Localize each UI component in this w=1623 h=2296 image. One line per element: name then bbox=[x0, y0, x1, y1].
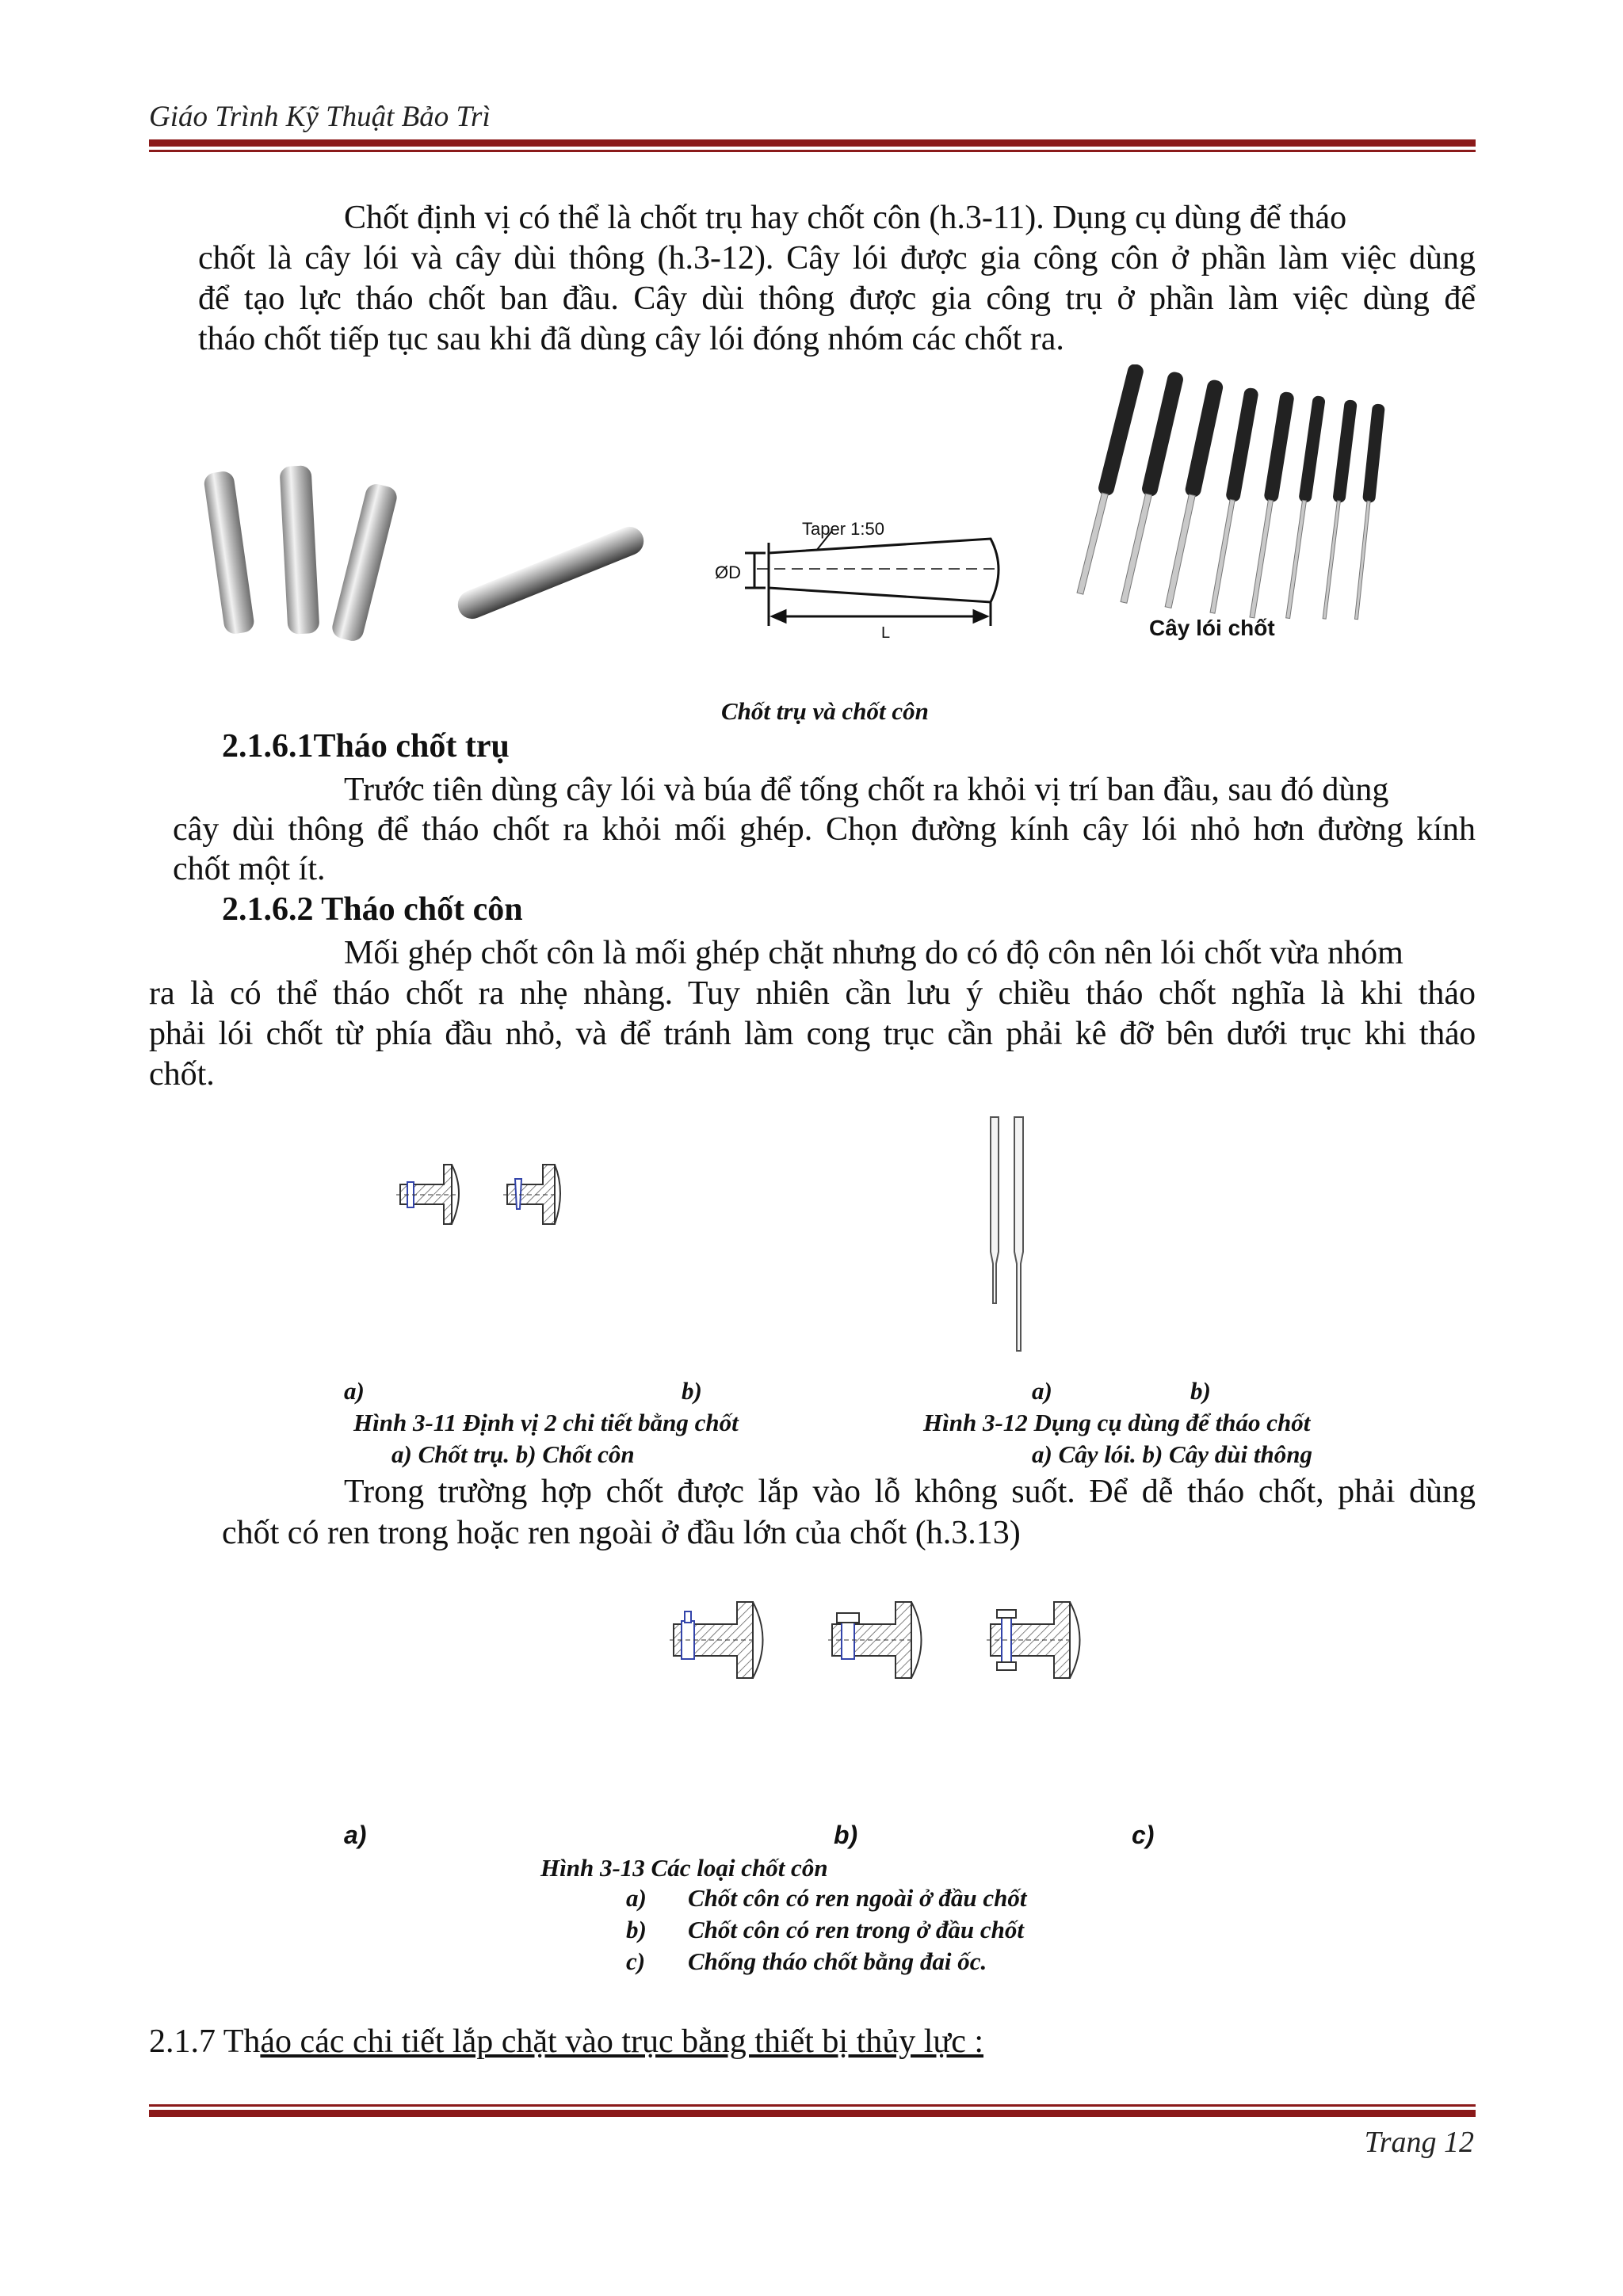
page-number: Trang 12 bbox=[1364, 2126, 1474, 2159]
fig-3-13-item: b) Chốt côn có ren trong ở đầu chốt bbox=[626, 1916, 1025, 1943]
cylinder-pins-photo bbox=[203, 465, 399, 643]
section-heading-2-1-6-1: 2.1.6.1Tháo chốt trụ bbox=[222, 728, 510, 765]
section-2-line-2: ra là có thể tháo chốt ra nhẹ nhàng. Tuy nhiên cần lưu ý chiều tháo chốt nghĩa là khi tháo bbox=[149, 975, 1476, 1012]
header-title: Giáo Trình Kỹ Thuật Bảo Trì bbox=[149, 101, 491, 133]
pins-figure bbox=[190, 364, 1490, 681]
fig-3-12-title: Hình 3-12 Dụng cụ dùng để tháo chốt bbox=[923, 1409, 1311, 1436]
fig-3-13-label-c: c) bbox=[1132, 1821, 1155, 1849]
para-3-line-1: Trong trường hợp chốt được lắp vào lỗ không suốt. Để dễ tháo chốt, phải dùng bbox=[344, 1474, 1476, 1510]
fig-3-11-drawing bbox=[372, 1157, 579, 1252]
section-1-line-3: chốt một ít. bbox=[173, 851, 326, 887]
section-heading-2-1-7: 2.1.7 Tháo các chi tiết lắp chặt vào trục bằng thiết bị thủy lực : bbox=[149, 2023, 984, 2060]
para-3-line-2: chốt có ren trong hoặc ren ngoài ở đầu lớn của chốt (h.3.13) bbox=[222, 1515, 1021, 1551]
header-rule bbox=[149, 139, 1476, 152]
fig-3-11-subtitle: a) Chốt trụ. b) Chốt côn bbox=[391, 1440, 635, 1468]
length-label: L bbox=[881, 624, 891, 642]
fig-3-11b-assembly bbox=[503, 1165, 560, 1224]
section-2-line-4: chốt. bbox=[149, 1056, 215, 1093]
fig-3-13-label-a: a) bbox=[344, 1821, 367, 1849]
section-1-line-1: Trước tiên dùng cây lói và búa để tống chốt ra khỏi vị trí ban đầu, sau đó dùng bbox=[344, 772, 1389, 808]
fig-3-11-label-a: a) bbox=[344, 1377, 365, 1405]
fig-3-13-list bbox=[626, 1884, 1026, 1979]
fig-3-12-label-b: b) bbox=[1190, 1377, 1211, 1405]
rod-photo bbox=[453, 522, 647, 623]
fig-3-13a-pin bbox=[670, 1602, 763, 1678]
diameter-label: ØD bbox=[715, 563, 741, 582]
fig-3-11-label-b: b) bbox=[682, 1377, 702, 1405]
section-2-line-3: phải lói chốt từ phía đầu nhỏ, và để tránh làm cong trục cần phải kê đỡ bên dưới trục khi tháo bbox=[149, 1016, 1476, 1052]
fig-3-12b-drift bbox=[1014, 1117, 1023, 1351]
fig-3-12-drawing bbox=[971, 1113, 1050, 1359]
fig-3-13b-pin bbox=[828, 1602, 922, 1678]
fig-3-13-title: Hình 3-13 Các loại chốt côn bbox=[540, 1854, 828, 1882]
taper-pin-drawing bbox=[745, 531, 999, 626]
fig-3-12a-punch bbox=[991, 1117, 999, 1303]
intro-line-2: chốt là cây lói và cây dùi thông (h.3-12). Cây lói được gia công côn ở phần làm việc dùng bbox=[198, 240, 1476, 277]
section-2-line-1: Mối ghép chốt côn là mối ghép chặt nhưng do có độ côn nên lói chốt vừa nhóm bbox=[344, 935, 1403, 971]
section-heading-2-1-6-2: 2.1.6.2 Tháo chốt côn bbox=[222, 891, 523, 928]
fig-3-12-subtitle: a) Cây lói. b) Cây dùi thông bbox=[1032, 1440, 1312, 1468]
section-1-line-2: cây dùi thông để tháo chốt ra khỏi mối ghép. Chọn đường kính cây lói nhỏ hơn đường kính bbox=[173, 811, 1476, 848]
fig-3-11a-assembly bbox=[396, 1165, 459, 1224]
fig-3-12-label-a: a) bbox=[1032, 1377, 1052, 1405]
fig-3-13-label-b: b) bbox=[834, 1821, 858, 1849]
fig-3-13-item: a) Chốt côn có ren ngoài ở đầu chốt bbox=[626, 1884, 1027, 1912]
punch-label: Cây lói chốt bbox=[1149, 616, 1275, 640]
fig-3-13-item: c) Chống tháo chốt bằng đai ốc. bbox=[626, 1947, 987, 1975]
punch-set-photo bbox=[1072, 364, 1385, 620]
intro-line-3: để tạo lực tháo chốt ban đầu. Cây dùi thông được gia công trụ ở phần làm việc dùng để bbox=[198, 280, 1476, 317]
fig-3-11-title: Hình 3-11 Định vị 2 chi tiết bằng chốt bbox=[353, 1409, 739, 1436]
taper-label: Taper 1:50 bbox=[802, 519, 884, 539]
pins-caption: Chốt trụ và chốt côn bbox=[721, 697, 929, 725]
fig-3-13-drawing bbox=[666, 1592, 1094, 1688]
fig-3-13c-pin bbox=[987, 1602, 1080, 1678]
footer-rule bbox=[149, 2104, 1476, 2117]
intro-line-1: Chốt định vị có thể là chốt trụ hay chốt côn (h.3-11). Dụng cụ dùng để tháo bbox=[344, 200, 1347, 236]
intro-line-4: tháo chốt tiếp tục sau khi đã dùng cây lói đóng nhóm các chốt ra. bbox=[198, 321, 1064, 357]
